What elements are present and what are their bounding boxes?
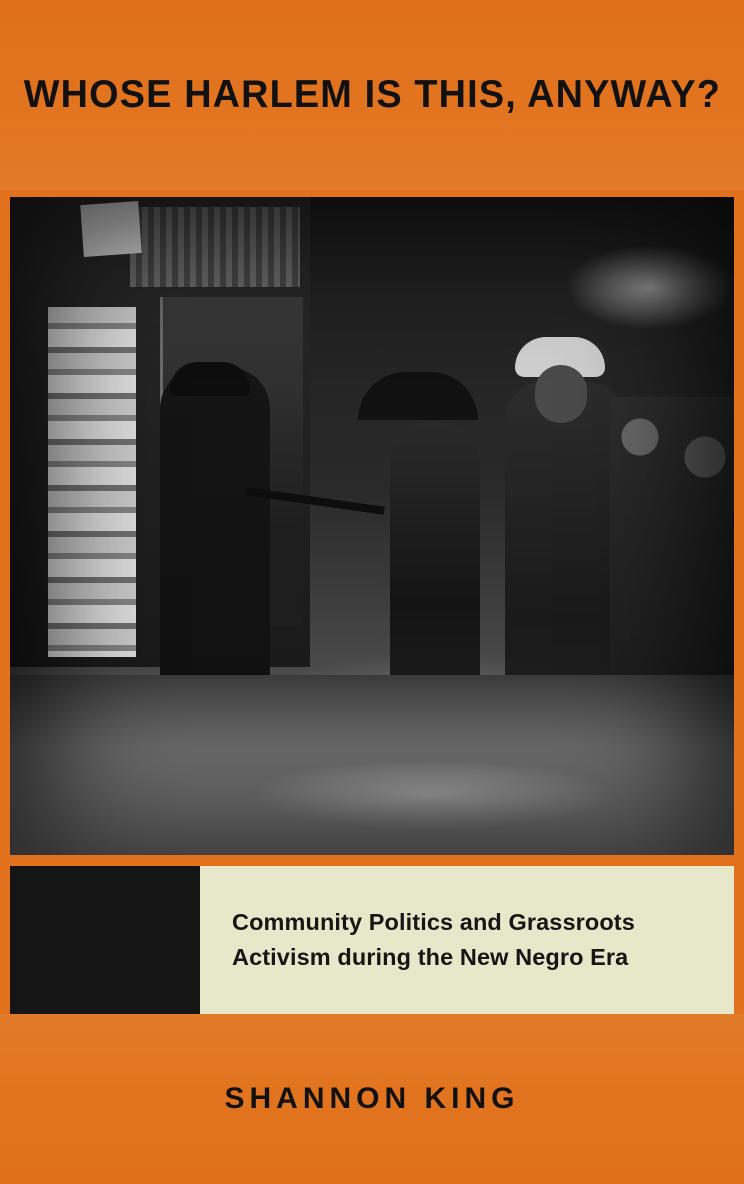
subtitle-panel bbox=[200, 866, 734, 1014]
page-title: WHOSE HARLEM IS THIS, ANYWAY? bbox=[23, 72, 721, 116]
author-band bbox=[0, 1014, 744, 1184]
photo-crowd bbox=[610, 397, 734, 717]
subtitle-line-1: Community Politics and Grassroots bbox=[232, 908, 635, 935]
photo-man-face bbox=[535, 365, 587, 423]
photo-umbrella bbox=[358, 372, 478, 420]
photo-sign bbox=[80, 201, 141, 257]
black-accent-panel bbox=[10, 866, 200, 1014]
photo-awning bbox=[130, 207, 300, 287]
author-name: SHANNON KING bbox=[224, 1082, 520, 1115]
subtitle-row bbox=[10, 866, 734, 1014]
cover-photograph bbox=[10, 197, 734, 855]
photo-background bbox=[10, 197, 734, 855]
title-band bbox=[0, 0, 744, 190]
subtitle-line-2: Activism during the New Negro Era bbox=[232, 944, 629, 970]
photo-wet-street bbox=[10, 675, 734, 855]
photo-officer-cap bbox=[170, 362, 250, 396]
photo-product-rack bbox=[48, 307, 136, 657]
